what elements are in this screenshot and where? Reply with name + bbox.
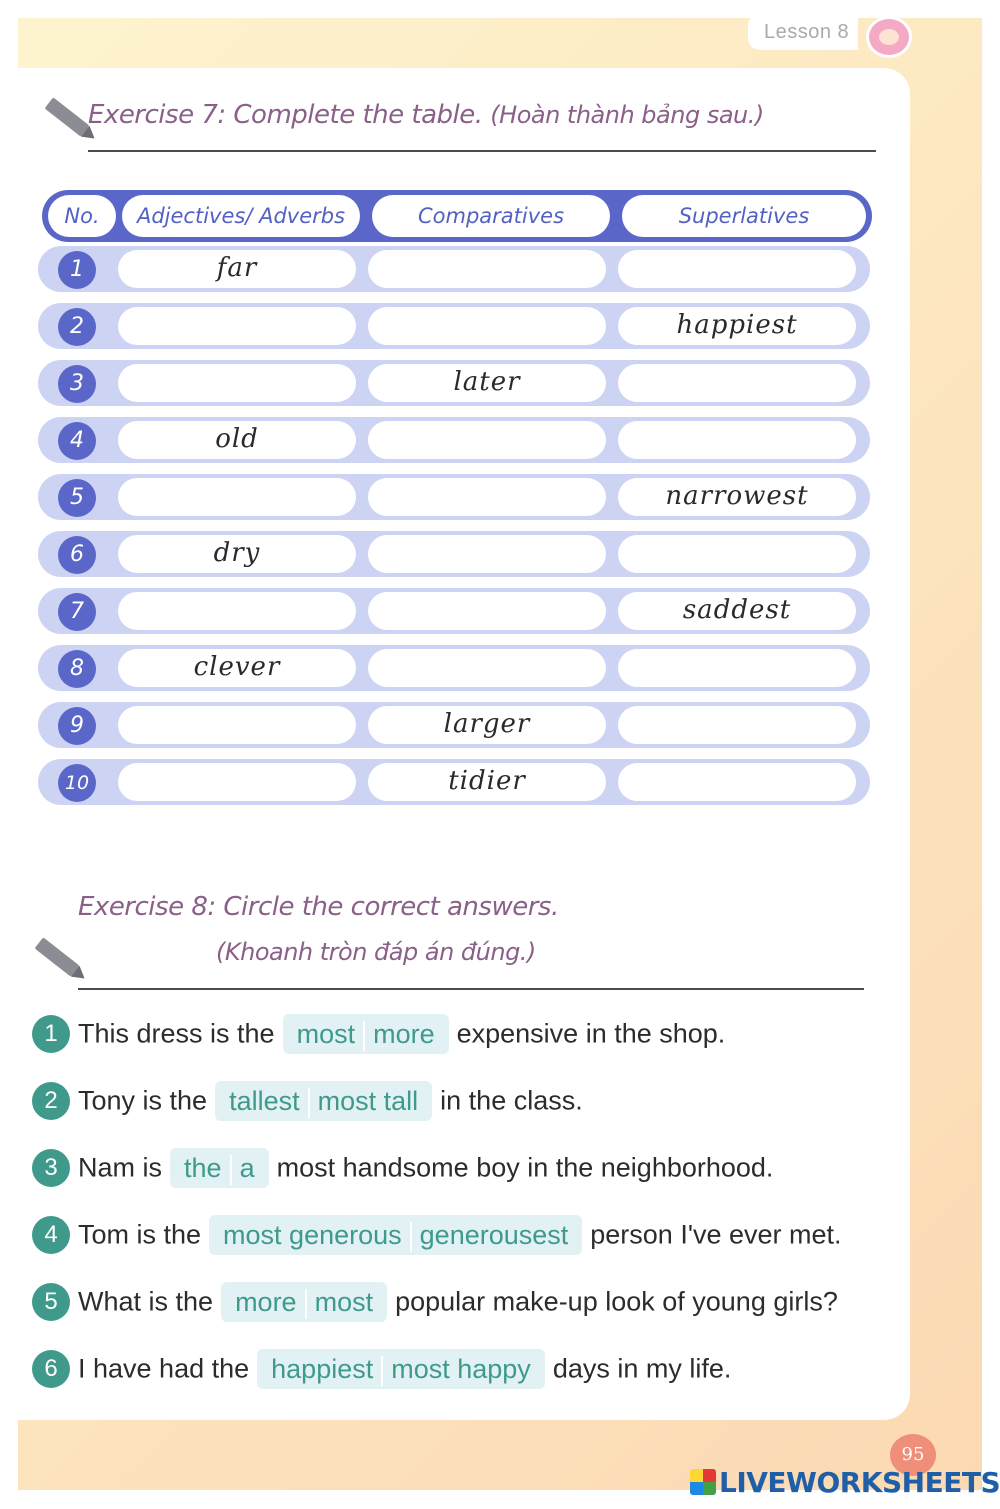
question-item xyxy=(32,1081,583,1125)
row-number: 8 xyxy=(58,650,96,688)
question-text-after: popular make-up look of young girls? xyxy=(395,1286,838,1317)
question-number: 5 xyxy=(32,1283,70,1321)
comparative-cell[interactable] xyxy=(368,421,606,459)
question-text-after: days in my life. xyxy=(552,1353,732,1384)
table-row xyxy=(38,474,870,520)
adjective-cell[interactable] xyxy=(118,592,356,630)
question-text-before: Nam is xyxy=(78,1152,163,1183)
adjective-cell[interactable]: far xyxy=(118,250,356,288)
question-number: 6 xyxy=(32,1350,70,1388)
row-number: 9 xyxy=(58,707,96,745)
question-number: 2 xyxy=(32,1082,70,1120)
row-number: 3 xyxy=(58,365,96,403)
header-superlatives: Superlatives xyxy=(622,195,866,237)
superlative-cell[interactable] xyxy=(618,364,856,402)
question-item xyxy=(32,1014,725,1058)
superlative-cell[interactable] xyxy=(618,421,856,459)
row-number: 1 xyxy=(58,251,96,289)
table-row xyxy=(38,360,870,406)
answer-option[interactable]: tallest xyxy=(229,1086,300,1116)
exercise8-subtitle: (Khoanh tròn đáp án đúng.) xyxy=(216,938,536,966)
watermark-text: LIVEWORKSHEETS xyxy=(719,1466,1000,1499)
answer-option[interactable]: most tall xyxy=(317,1086,419,1116)
comparative-cell[interactable] xyxy=(368,535,606,573)
question-text-after: most handsome boy in the neighborhood. xyxy=(276,1152,774,1183)
question-item xyxy=(32,1215,842,1259)
exercise7-title xyxy=(88,100,764,130)
exercise8-title: Exercise 8: Circle the correct answers. xyxy=(78,892,559,922)
row-number: 2 xyxy=(58,308,96,346)
row-number: 4 xyxy=(58,422,96,460)
watermark xyxy=(690,1466,1000,1502)
liveworksheets-logo-icon xyxy=(690,1469,716,1495)
question-text-before: Tony is the xyxy=(78,1085,208,1116)
row-number: 5 xyxy=(58,479,96,517)
question-text-before: What is the xyxy=(78,1286,214,1317)
question-text-before: Tom is the xyxy=(78,1219,202,1250)
question-text-before: I have had the xyxy=(78,1353,250,1384)
comparative-cell[interactable] xyxy=(368,649,606,687)
answer-option[interactable]: the xyxy=(184,1153,222,1183)
table-row xyxy=(38,588,870,634)
question-number: 3 xyxy=(32,1149,70,1187)
question-text-after: person I've ever met. xyxy=(590,1219,842,1250)
question-item xyxy=(32,1349,731,1393)
answer-options xyxy=(215,1081,432,1121)
exercise8-underline xyxy=(78,988,864,990)
superlative-cell[interactable]: saddest xyxy=(618,592,856,630)
answer-options xyxy=(257,1349,545,1389)
superlative-cell[interactable] xyxy=(618,763,856,801)
question-number: 1 xyxy=(32,1015,70,1053)
question-text-after: in the class. xyxy=(440,1085,583,1116)
comparative-cell[interactable]: larger xyxy=(368,706,606,744)
comparative-cell[interactable] xyxy=(368,307,606,345)
comparative-cell[interactable]: later xyxy=(368,364,606,402)
table-header xyxy=(42,190,872,242)
table-row xyxy=(38,702,870,748)
adjective-cell[interactable] xyxy=(118,478,356,516)
answer-options xyxy=(170,1148,269,1188)
answer-options xyxy=(221,1282,387,1322)
answer-options xyxy=(209,1215,582,1255)
superlative-cell[interactable] xyxy=(618,535,856,573)
superlative-cell[interactable]: happiest xyxy=(618,307,856,345)
answer-option[interactable]: more xyxy=(235,1287,297,1317)
question-text-before: This dress is the xyxy=(78,1018,275,1049)
comparative-cell[interactable] xyxy=(368,592,606,630)
table-row xyxy=(38,645,870,691)
header-comparatives: Comparatives xyxy=(372,195,610,237)
table-row xyxy=(38,417,870,463)
answer-option[interactable]: most happy xyxy=(391,1354,531,1384)
answer-option[interactable]: generousest xyxy=(419,1220,569,1250)
adjective-cell[interactable] xyxy=(118,706,356,744)
row-number: 10 xyxy=(58,764,96,802)
adjective-cell[interactable]: old xyxy=(118,421,356,459)
question-number: 4 xyxy=(32,1216,70,1254)
answer-option[interactable]: happiest xyxy=(271,1354,374,1384)
table-row xyxy=(38,303,870,349)
adjective-cell[interactable] xyxy=(118,307,356,345)
superlative-cell[interactable]: narrowest xyxy=(618,478,856,516)
answer-options xyxy=(283,1014,449,1054)
table-row xyxy=(38,246,870,292)
mascot-icon xyxy=(866,16,912,58)
answer-option[interactable]: most xyxy=(296,1019,356,1049)
question-item xyxy=(32,1148,773,1192)
exercise7-title-text: Exercise 7: Complete the table. xyxy=(88,100,483,130)
adjective-cell[interactable]: dry xyxy=(118,535,356,573)
row-number: 7 xyxy=(58,593,96,631)
header-adjectives: Adjectives/ Adverbs xyxy=(122,195,360,237)
header-no: No. xyxy=(48,195,116,237)
exercise7-underline xyxy=(88,150,876,152)
adjective-cell[interactable] xyxy=(118,364,356,402)
answer-option[interactable]: a xyxy=(239,1153,255,1183)
superlative-cell[interactable] xyxy=(618,706,856,744)
exercise7-subtitle: (Hoàn thành bảng sau.) xyxy=(490,101,764,129)
question-text-after: expensive in the shop. xyxy=(456,1018,726,1049)
comparative-cell[interactable] xyxy=(368,250,606,288)
table-row xyxy=(38,759,870,805)
row-number: 6 xyxy=(58,536,96,574)
comparative-cell[interactable]: tidier xyxy=(368,763,606,801)
adjective-cell[interactable]: clever xyxy=(118,649,356,687)
question-item xyxy=(32,1282,838,1326)
adjective-cell[interactable] xyxy=(118,763,356,801)
page-number: 95 xyxy=(890,1434,936,1476)
table-row xyxy=(38,531,870,577)
answer-option[interactable]: most generous xyxy=(223,1220,402,1250)
superlative-cell[interactable] xyxy=(618,250,856,288)
superlative-cell[interactable] xyxy=(618,649,856,687)
comparative-cell[interactable] xyxy=(368,478,606,516)
lesson-tab: Lesson 8 xyxy=(748,14,858,50)
answer-option[interactable]: more xyxy=(373,1019,435,1049)
answer-option[interactable]: most xyxy=(314,1287,374,1317)
